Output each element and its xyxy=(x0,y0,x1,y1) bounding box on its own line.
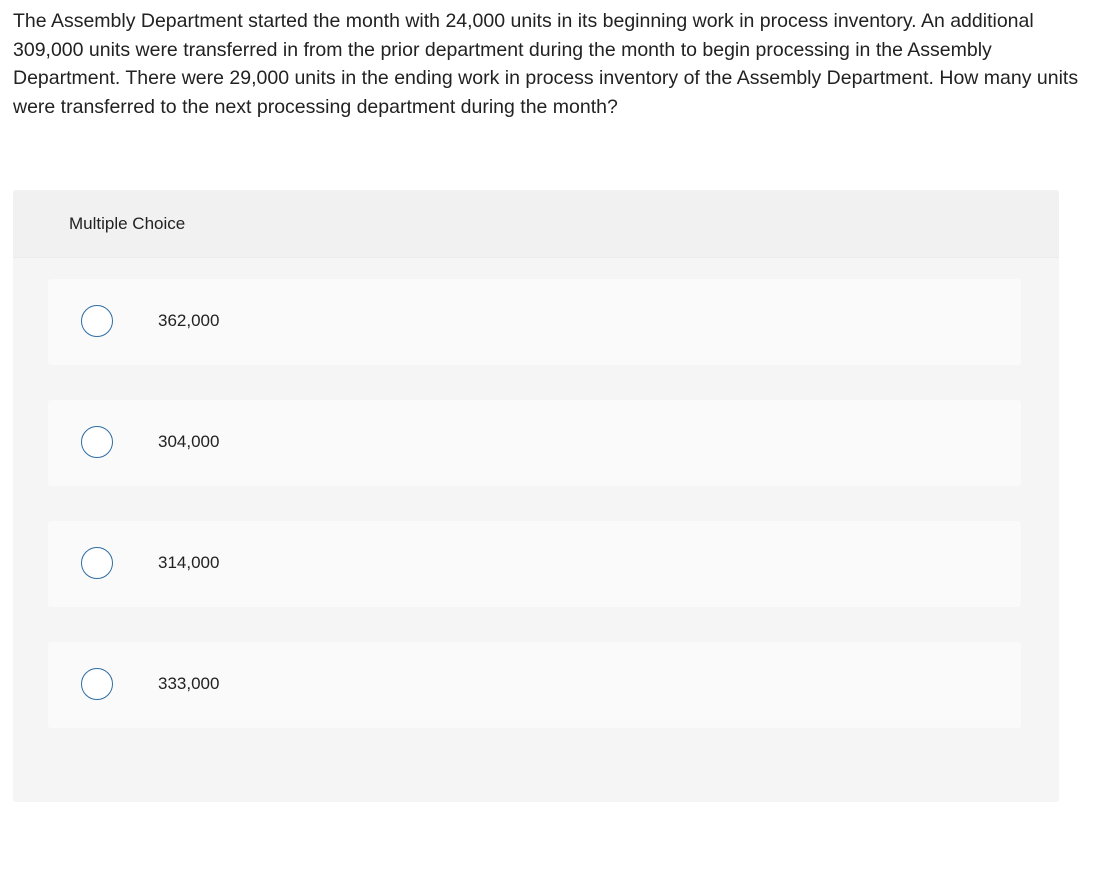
answer-option-2[interactable] xyxy=(48,400,1021,486)
multiple-choice-panel xyxy=(13,190,1059,802)
answer-option-label: 314,000 xyxy=(158,553,220,572)
radio-button-icon[interactable] xyxy=(81,668,113,700)
multiple-choice-header xyxy=(13,190,1059,258)
answer-option-label: 304,000 xyxy=(158,432,220,451)
answer-option-4[interactable] xyxy=(48,642,1021,728)
answer-option-label: 362,000 xyxy=(158,311,220,330)
question-text: The Assembly Department started the month with 24,000 units in its beginning work in process inventory. An additional 309,000 units were transferred in from the prior department during the month to begin processing in the Assembly Department. There were 29,000 units in the ending work in process inventory of the Assembly Department. How many units were transferred to the next processing department during the month? xyxy=(13,10,1079,118)
answer-option-3[interactable] xyxy=(48,521,1021,607)
radio-button-icon[interactable] xyxy=(81,547,113,579)
radio-button-icon[interactable] xyxy=(81,426,113,458)
radio-button-icon[interactable] xyxy=(81,305,113,337)
answer-option-1[interactable] xyxy=(48,279,1021,365)
answer-option-label: 333,000 xyxy=(158,674,220,693)
multiple-choice-title: Multiple Choice xyxy=(69,214,186,233)
